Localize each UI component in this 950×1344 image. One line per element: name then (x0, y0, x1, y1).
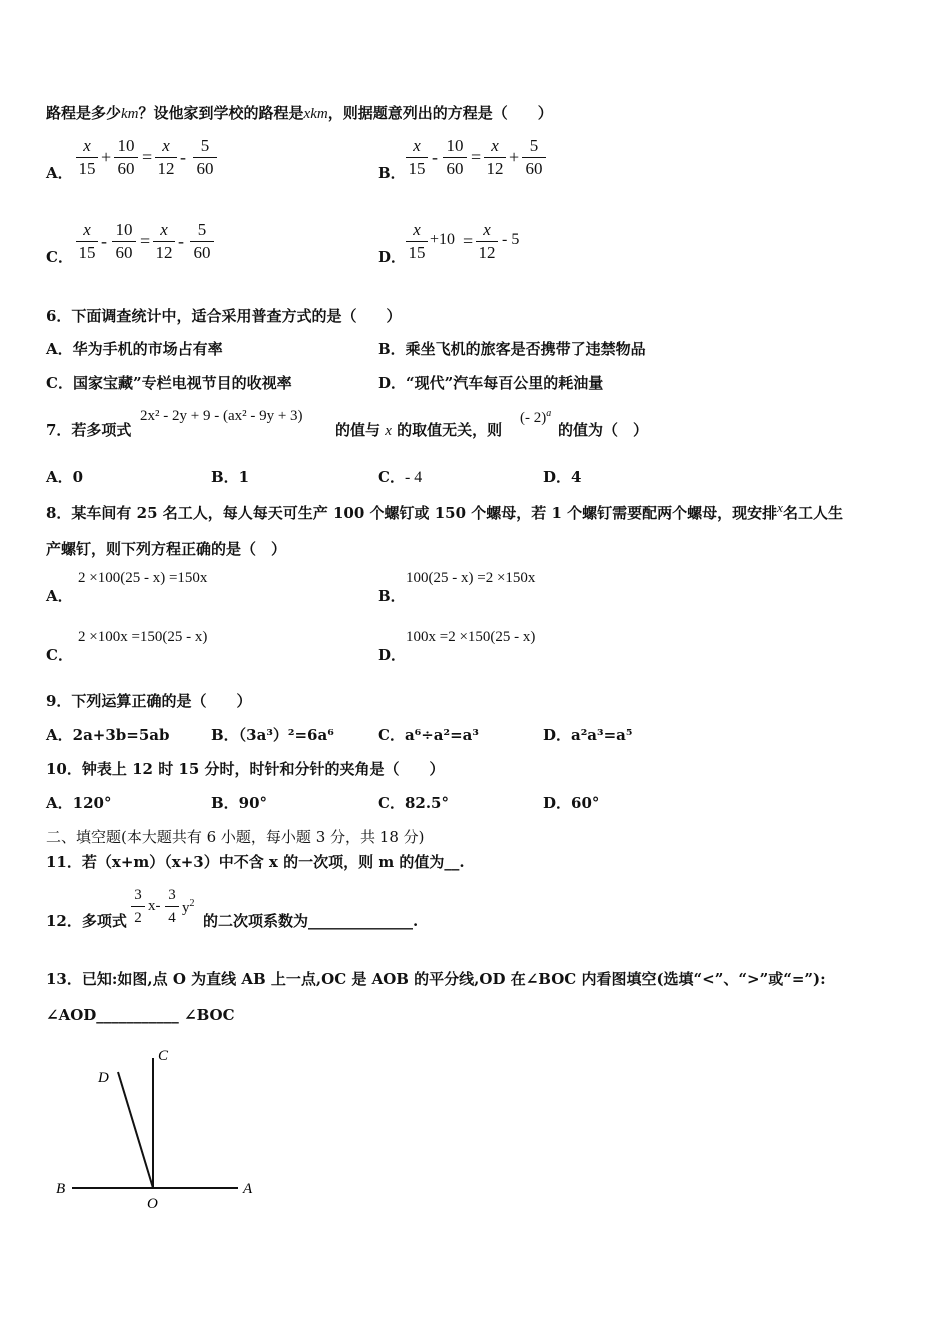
q7-stem4: 的值为（ ） (558, 421, 649, 439)
angle-figure (50, 1040, 270, 1215)
q5-d-frac1: x 15 (406, 220, 428, 263)
q5-d-op1: +10 (430, 231, 456, 248)
label-o: O (147, 1196, 158, 1212)
q8-option-b-expr: 100(25 - x) =2 ×150x (406, 570, 536, 586)
q7-option-a: A．0 (46, 468, 84, 486)
q9-option-b: B．（3a³）²=6a⁶ (211, 726, 334, 744)
q10-stem: 10．钟表上 12 时 15 分时，时针和分针的夹角是（ ） (46, 760, 445, 778)
q7-option-b: B．1 (211, 468, 250, 486)
q5-option-c-label: C． (46, 248, 73, 266)
q5-c-op2: = (140, 231, 151, 251)
q5-c-frac4: 5 60 (190, 220, 214, 263)
q13-stem: 13．已知:如图,点 O 为直线 AB 上一点,OC 是 AOB 的平分线,OD 在∠BOC 内看图填空(选填“<”、“>”或“=”): (46, 970, 826, 988)
q7-stem: 7．若多项式 (46, 421, 132, 439)
q13-blank: ∠AOD___________ ∠BOC (46, 1006, 235, 1024)
q8-option-c-expr: 2 ×100x =150(25 - x) (78, 629, 208, 645)
q6-option-b: B．乘坐飞机的旅客是否携带了违禁物品 (378, 340, 646, 358)
q9-stem: 9．下列运算正确的是（ ） (46, 692, 252, 710)
q7-option-d: D．4 (543, 468, 582, 486)
q5-b-frac2: 10 60 (443, 136, 467, 179)
q7-option-c: C．- 4 (378, 468, 423, 486)
q5-d-op3: - 5 (502, 231, 520, 248)
q5-a-op1: + (101, 147, 112, 167)
q5-b-frac3: x 12 (484, 136, 506, 179)
q5-c-op1: - (101, 231, 107, 251)
q11: 11．若（x+m）（x+3）中不含 x 的一次项，则 m 的值为__. (46, 853, 465, 871)
q5-stem: 路程是多少km？设他家到学校的路程是xkm，则据题意列出的方程是（ ） (46, 104, 553, 122)
q5-b-op3: + (509, 147, 520, 167)
label-c: C (158, 1048, 169, 1064)
label-b: B (56, 1181, 66, 1197)
q8-option-a-label: A． (46, 587, 73, 605)
q7-stem2: 的值与 x 的取值无关，则 (335, 421, 503, 439)
q5-a-frac3: x 12 (155, 136, 177, 179)
label-d: D (98, 1070, 109, 1086)
q12-frac2: 3 4 (165, 885, 179, 928)
q5-c-frac3: x 12 (153, 220, 175, 263)
q5-b-frac1: x 15 (406, 136, 428, 179)
q10-option-a: A．120° (46, 794, 112, 812)
q7-power: (- 2)$^a$ (520, 408, 552, 426)
q8-option-a-expr: 2 ×100(25 - x) =150x (78, 570, 208, 586)
q12-stem: 12．多项式 (46, 912, 127, 930)
q10-option-c: C．82.5° (378, 794, 449, 812)
q12-y-squared: $y^2$ (182, 898, 195, 916)
q5-c-frac2: 10 60 (112, 220, 136, 263)
label-a: A (243, 1181, 253, 1197)
q5-option-d-label: D． (378, 248, 407, 266)
q10-option-d: D．60° (543, 794, 600, 812)
q8-option-b-label: B． (378, 587, 406, 605)
q7-expression: 2x² - 2y + 9 - (ax² - 9y + 3) (140, 408, 303, 424)
q5-a-op2: = (142, 147, 153, 167)
q5-c-frac1: x 15 (76, 220, 98, 263)
q9-option-a: A．2a+3b=5ab (46, 726, 170, 744)
q5-d-frac2: x 12 (476, 220, 498, 263)
q9-option-c: C．a⁶÷a²=a³ (378, 726, 479, 744)
q8-option-c-label: C． (46, 646, 73, 664)
q6-option-a: A．华为手机的市场占有率 (46, 340, 223, 358)
q12-stem2: 的二次项系数为______________. (203, 912, 419, 930)
q8-option-d-expr: 100x =2 ×150(25 - x) (406, 629, 536, 645)
q8-line2: 产螺钉，则下列方程正确的是（ ） (46, 540, 287, 558)
q5-a-frac4: 5 60 (193, 136, 217, 179)
q8-option-d-label: D． (378, 646, 407, 664)
q12-x-minus: x- (148, 898, 161, 914)
q5-b-op1: - (432, 147, 438, 167)
q5-option-a-label: A． (46, 164, 73, 182)
q5-a-frac1: x 15 (76, 136, 98, 179)
q10-option-b: B．90° (211, 794, 268, 812)
q5-d-op2: = (463, 231, 474, 251)
ray-od (118, 1072, 153, 1188)
q6-option-c: C．国家宝藏”专栏电视节目的收视率 (46, 374, 292, 392)
q5-b-frac4: 5 60 (522, 136, 546, 179)
section-2-heading: 二、填空题(本大题共有 6 小题，每小题 3 分，共 18 分) (46, 828, 425, 846)
q8-line1: 8．某车间有 25 名工人，每人每天可生产 100 个螺钉或 150 个螺母，若 1 个螺钉需要配两个螺母，现安排x名工人生 (46, 500, 843, 522)
q5-b-op2: = (471, 147, 482, 167)
q5-a-op3: - (180, 147, 186, 167)
q5-a-frac2: 10 60 (114, 136, 138, 179)
q12-frac1: 3 2 (131, 885, 145, 928)
q5-c-op3: - (178, 231, 184, 251)
q6-stem: 6．下面调查统计中，适合采用普查方式的是（ ） (46, 307, 402, 325)
q6-option-d: D．“现代”汽车每百公里的耗油量 (378, 374, 604, 392)
q9-option-d: D．a²a³=a⁵ (543, 726, 633, 744)
q5-option-b-label: B． (378, 164, 406, 182)
